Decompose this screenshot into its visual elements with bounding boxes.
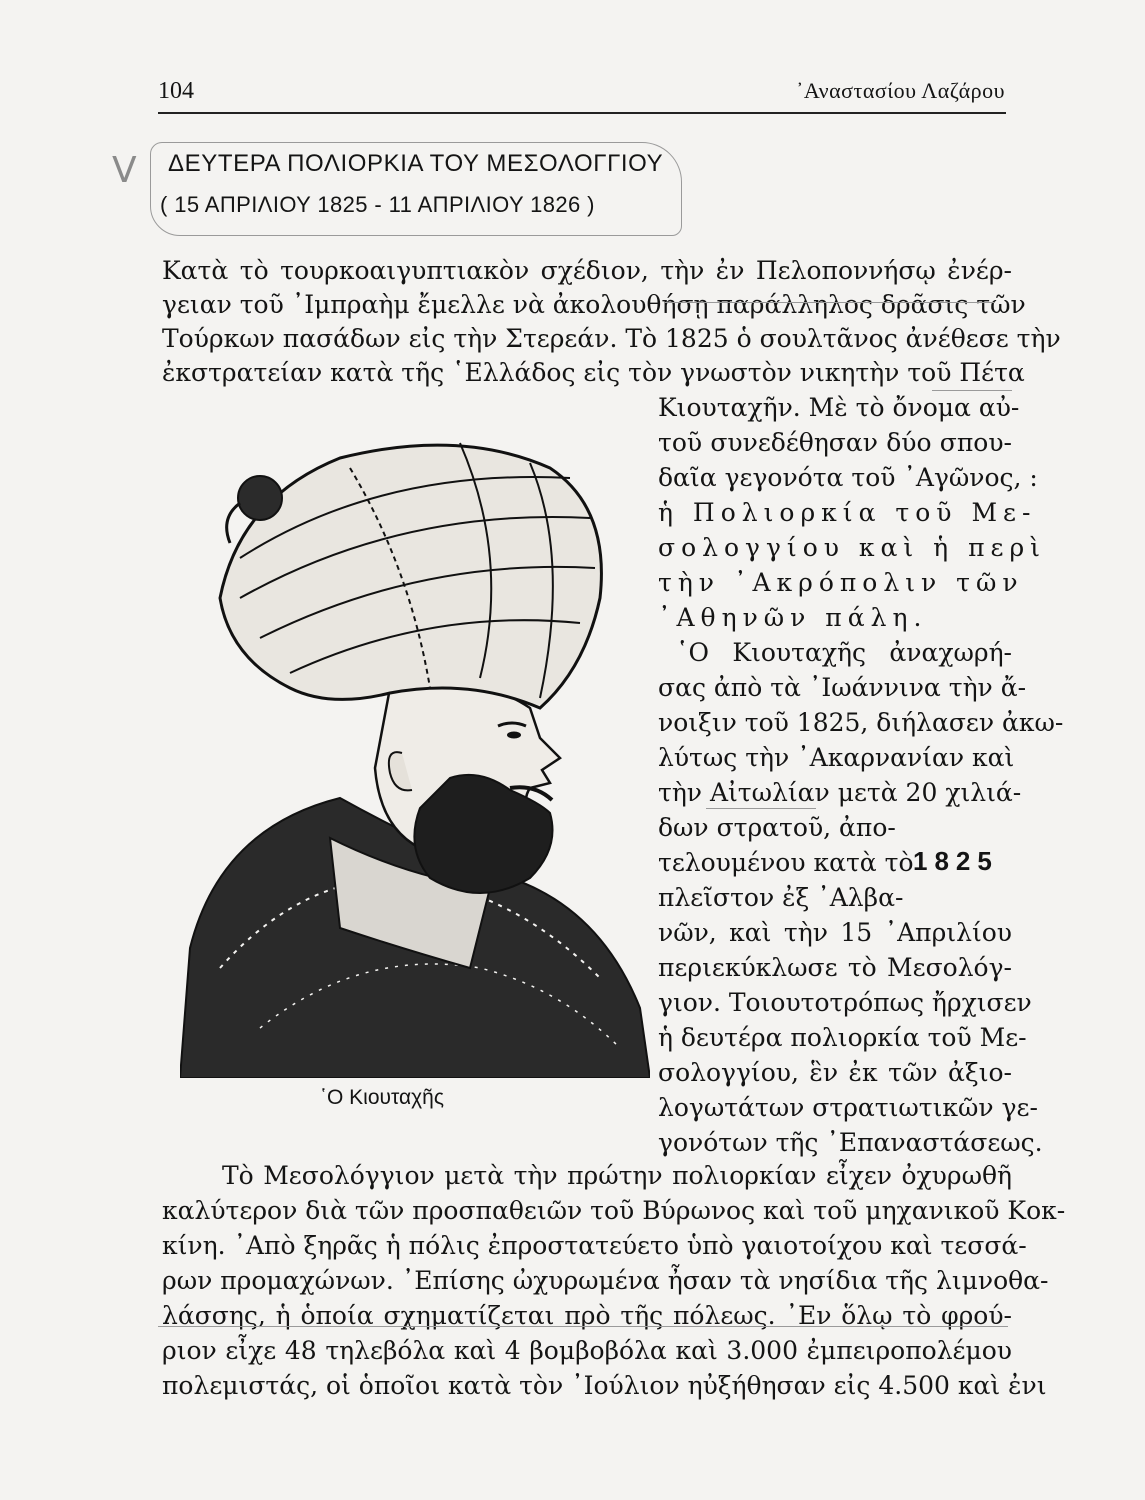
column-line: δαῖα γεγονότα τοῦ ᾿Αγῶνος, : [658,463,1038,492]
column-line: τὴν ᾿Ακρόπολιν τῶν [658,568,1024,597]
intro-line: Κατὰ τὸ τουρκοαιγυπτιακὸν σχέδιον, τὴν ἐν Πελοποννήσῳ ἐνέρ- [162,256,1012,285]
column-line: ᾿Αθηνῶν πάλη. [658,603,928,632]
column-line: σας ἀπὸ τὰ ᾿Ιωάννινα τὴν ἄ- [658,673,1027,702]
header-rule [158,112,1006,114]
portrait-caption: ῾Ο Κιουταχῆς [320,1086,444,1109]
closing-line: καλύτερον διὰ τῶν προσπαθειῶν τοῦ Βύρωνος καὶ τοῦ μηχανικοῦ Κοκ- [162,1196,1066,1225]
section-title: ΔΕΥΤΕΡΑ ΠΟΛΙΟΡΚΙΑ ΤΟΥ ΜΕΣΟΛΟΓΓΙΟΥ [168,150,664,177]
column-line: τοῦ συνεδέθησαν δύο σπου- [658,428,1012,457]
section-subtitle: ( 15 ΑΠΡΙΛΙΟΥ 1825 - 11 ΑΠΡΙΛΙΟΥ 1826 ) [160,192,595,217]
column-line: Κιουταχῆν. Μὲ τὸ ὄνομα αὐ- [658,393,1020,422]
pencil-underline [665,302,995,303]
column-line: ἡ Πολιορκία τοῦ Με- [658,498,1037,527]
column-line: τελουμένου κατὰ τὸ [658,848,914,877]
pencil-underline [706,808,816,809]
column-line: λύτως τὴν ᾿Ακαρνανίαν καὶ [658,743,1015,772]
column-line: νῶν, καὶ τὴν 15 ᾿Απριλίου [658,918,1012,947]
column-line: ἡ δευτέρα πολιορκία τοῦ Με- [658,1023,1027,1052]
pencil-underline [932,390,1012,391]
column-line: περιεκύκλωσε τὸ Μεσολόγ- [658,953,1012,982]
column-line: λογωτάτων στρατιωτικῶν γε- [658,1093,1038,1122]
closing-line: ριον εἶχε 48 τηλεβόλα καὶ 4 βομβοβόλα καὶ 3.000 ἐμπειροπολέμου [162,1336,1012,1365]
column-line: γιον. Τοιουτοτρόπως ἤρχισεν [658,988,1032,1017]
page-number: 104 [158,78,194,104]
column-line: σολογγίου καὶ ἡ περὶ [658,533,1046,562]
intro-line: Τούρκων πασάδων εἰς τὴν Στερεάν. Τὸ 1825 ὁ σουλτᾶνος ἀνέθεσε τὴν [162,324,1061,353]
running-title: ᾿Αναστασίου Λαζάρου [796,78,1005,103]
column-line: δων στρατοῦ, ἀπο- [658,813,896,842]
margin-year-note: 1825 [913,846,999,876]
intro-line: ἐκστρατείαν κατὰ τῆς ῾Ελλάδος εἰς τὸν γνωστὸν νικητὴν τοῦ Πέτα [162,358,1025,387]
column-line: τὴν Αἰτωλίαν μετὰ 20 χιλιά- [658,778,1022,807]
closing-line: Τὸ Μεσολόγγιον μετὰ τὴν πρώτην πολιορκίαν εἶχεν ὀχυρωθῆ [222,1161,1012,1190]
pencil-check-mark: V [112,150,137,191]
column-line: γονότων τῆς ᾿Επαναστάσεως. [658,1128,1043,1157]
column-line: σολογγίου, ἓν ἐκ τῶν ἀξιο- [658,1058,1012,1087]
intro-line: γειαν τοῦ ᾿Ιμπραὴμ ἔμελλε νὰ ἀκολουθήσῃ παράλληλος δρᾶσις τῶν [162,290,1026,319]
column-line: πλεῖστον ἐξ ᾿Αλβα- [658,883,904,912]
pencil-underline [158,1326,1008,1327]
closing-line: λάσσης, ἡ ὁποία σχηματίζεται πρὸ τῆς πόλεως. ᾿Εν ὅλῳ τὸ φρού- [162,1301,1012,1330]
closing-line: ρων προμαχώνων. ᾿Επίσης ὠχυρωμένα ἦσαν τὰ νησίδια τῆς λιμνοθα- [162,1266,1049,1295]
kiutachis-portrait [180,408,650,1078]
closing-line: πολεμιστάς, οἱ ὁποῖοι κατὰ τὸν ᾿Ιούλιον ηὐξήθησαν εἰς 4.500 καὶ ἐνι [162,1371,1047,1400]
column-line: ῾Ο Κιουταχῆς ἀναχωρή- [676,638,1012,667]
column-line: νοιξιν τοῦ 1825, διήλασεν ἀκω- [658,708,1064,737]
closing-line: κίνη. ᾿Απὸ ξηρᾶς ἡ πόλις ἐπροστατεύετο ὑπὸ γαιοτοίχου καὶ τεσσά- [162,1231,1027,1260]
